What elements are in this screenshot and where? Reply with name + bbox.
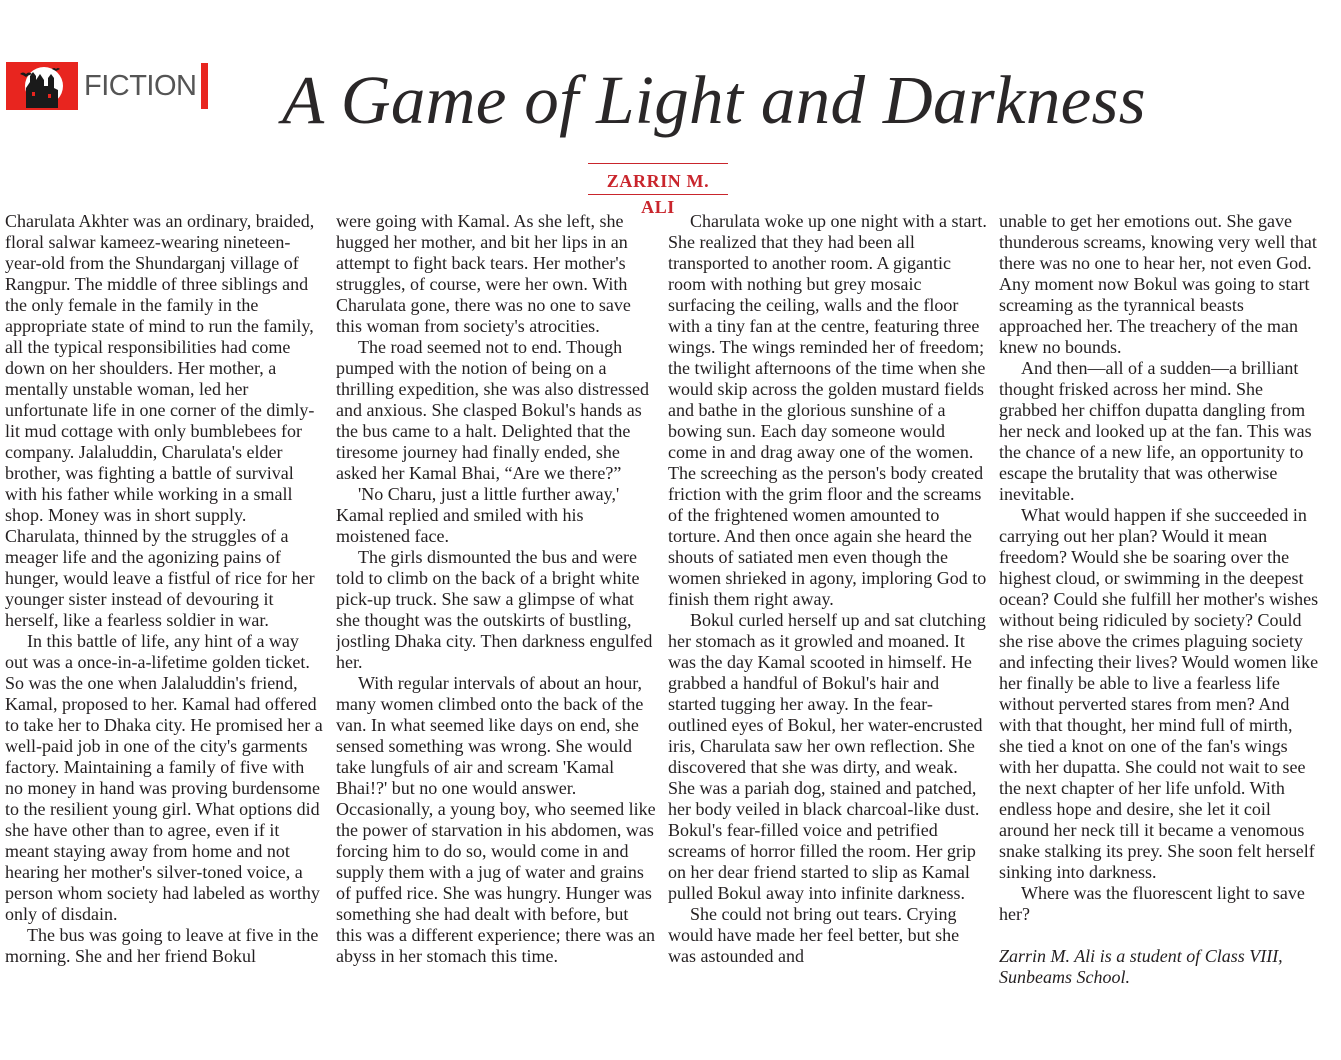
paragraph: What would happen if she succeeded in carrying out her plan? Would it mean freedom? Would she be soaring over the highest cloud, or swimming in the deepest ocean? Could she fulfill her mother's wishes without being ridiculed by society? Could she rise above the crimes plaguing society and infecting their lives? Would women like her finally be able to live a fearless life without perverted stares from men? And with that thought, her mind full of mirth, she tied a knot on one of the fan's wings with her dupatta. She could not wait to see the next chapter of her life unfold. With endless hope and desire, she let it coil around her neck till it became a venomous snake stalking its prey. She soon felt herself sinking into darkness.	[999, 505, 1319, 882]
section-tag	[6, 62, 208, 110]
section-label: FICTION	[84, 70, 197, 102]
article-column-1	[5, 211, 325, 1060]
article-column-3	[668, 211, 988, 1060]
paragraph: The road seemed not to end. Though pumped with the notion of being on a thrilling expedition, she was also distressed and anxious. She clasped Bokul's hands as the bus came to a halt. Delighted that the tiresome journey had finally ended, she asked her Kamal Bhai, “Are we there?”	[336, 337, 649, 483]
paragraph: Charulata woke up one night with a start. She realized that they had been all transported to another room. A gigantic room with nothing but grey mosaic surfacing the ceiling, walls and the floor with a tiny fan at the centre, featuring three wings. The wings reminded her of freedom; the twilight afternoons of the time when she would skip across the golden mustard fields and bathe in the glorious sunshine of a bowing sun. Each day someone would come in and drag away one of the women. The screeching as the person's body created friction with the grim floor and the screams of the frightened women amounted to torture. And then once again she heard the shouts of satiated men even though the women shrieked in agony, imploring God to finish them right away.	[668, 211, 987, 609]
paragraph: Bokul curled herself up and sat clutching her stomach as it growled and moaned. It was the day Kamal scooted in himself. He grabbed a handful of Bokul's hair and started tugging her away. In the fear-outlined eyes of Bokul, her water-encrusted iris, Charulata saw her own reflection. She discovered that she was dirty, and weak. She was a pariah dog, stained and patched, her body veiled in black charcoal-like dust. Bokul's fear-filled voice and petrified screams of horror filled the room. Her grip on her dear friend started to slip as Kamal pulled Bokul away into infinite darkness.	[668, 610, 986, 903]
paragraph: With regular intervals of about an hour, many women climbed onto the back of the van. In what seemed like days on end, she sensed something was wrong. She would take lungfuls of air and scream 'Kamal Bhai!?' but no one would answer. Occasionally, a young boy, who seemed like the power of starvation in his abdomen, was forcing him to do so, would come in and supply them with a jug of water and grains of puffed rice. She was hungry. Hunger was something she had dealt with before, but this was a different experience; there was an abyss in her stomach this time.	[336, 673, 656, 966]
paragraph: 'No Charu, just a little further away,' Kamal replied and smiled with his moistened face.	[336, 484, 620, 546]
article-column-2	[336, 211, 656, 1060]
paragraph: Charulata Akhter was an ordinary, braided, floral salwar kameez-wearing nineteen-year-old from the Shundarganj village of Rangpur. The middle of three siblings and the only female in the family in the appropriate state of mind to run the family, all the typical responsibilities had come down on her shoulders. Her mother, a mentally unstable woman, led her unfortunate life in one corner of the dimly-lit mud cottage with only bumblebees for company. Jalaluddin, Charulata's elder brother, was fighting a battle of survival with his father while working in a small shop. Money was in short supply. Charulata, thinned by the struggles of a meager life and the agonizing pains of hunger, would leave a fistful of rice for her younger sister instead of devouring it herself, like a fearless soldier in war.	[5, 211, 315, 630]
article-column-4	[999, 211, 1319, 1060]
haunted-house-icon	[6, 62, 78, 110]
section-bar	[201, 63, 208, 109]
paragraph: unable to get her emotions out. She gave thunderous screams, knowing very well that there was no one to hear her, not even God. Any moment now Bokul was going to start screaming as the tyrannical beasts approached her. The treachery of the man knew no bounds.	[999, 211, 1317, 357]
paragraph: The girls dismounted the bus and were told to climb on the back of a bright white pick-up truck. She saw a glimpse of what she thought was the outskirts of bustling, jostling Dhaka city. Then darkness engulfed her.	[336, 547, 653, 672]
author-credit: Zarrin M. Ali is a student of Class VIII, Sunbeams School.	[999, 946, 1283, 987]
paragraph: And then—all of a sudden—a brilliant thought frisked across her mind. She grabbed her chiffon dupatta dangling from her neck and looked up at the fan. This was the chance of a new life, an opportunity to escape the brutality that was otherwise inevitable.	[999, 358, 1312, 504]
paragraph: Where was the fluorescent light to save her?	[999, 883, 1305, 924]
paragraph: In this battle of life, any hint of a way out was a once-in-a-lifetime golden ticket. So was the one when Jalaluddin's friend, Kamal, proposed to her. Kamal had offered to take her to Dhaka city. He promised her a well-paid job in one of the city's garments factory. Maintaining a family of five with no money in hand was proving burdensome to the resilient young girl. What options did she have other than to agree, even if it meant staying away from home and not hearing her mother's silver-toned voice, a person whom society had labeled as worthy only of disdain.	[5, 631, 323, 924]
headline: A Game of Light and Darkness	[282, 62, 1146, 138]
paragraph: She could not bring out tears. Crying would have made her feel better, but she was astounded and	[668, 904, 960, 966]
byline: ZARRIN M. ALI	[606, 171, 710, 217]
paragraph: were going with Kamal. As she left, she hugged her mother, and bit her lips in an attempt to fight back tears. Her mother's struggles, of course, were her own. With Charulata gone, there was no one to save this woman from society's atrocities.	[336, 211, 631, 336]
paragraph: The bus was going to leave at five in the morning. She and her friend Bokul	[5, 925, 319, 966]
byline-rule-bottom	[588, 194, 728, 195]
byline-rule-top	[588, 163, 728, 164]
